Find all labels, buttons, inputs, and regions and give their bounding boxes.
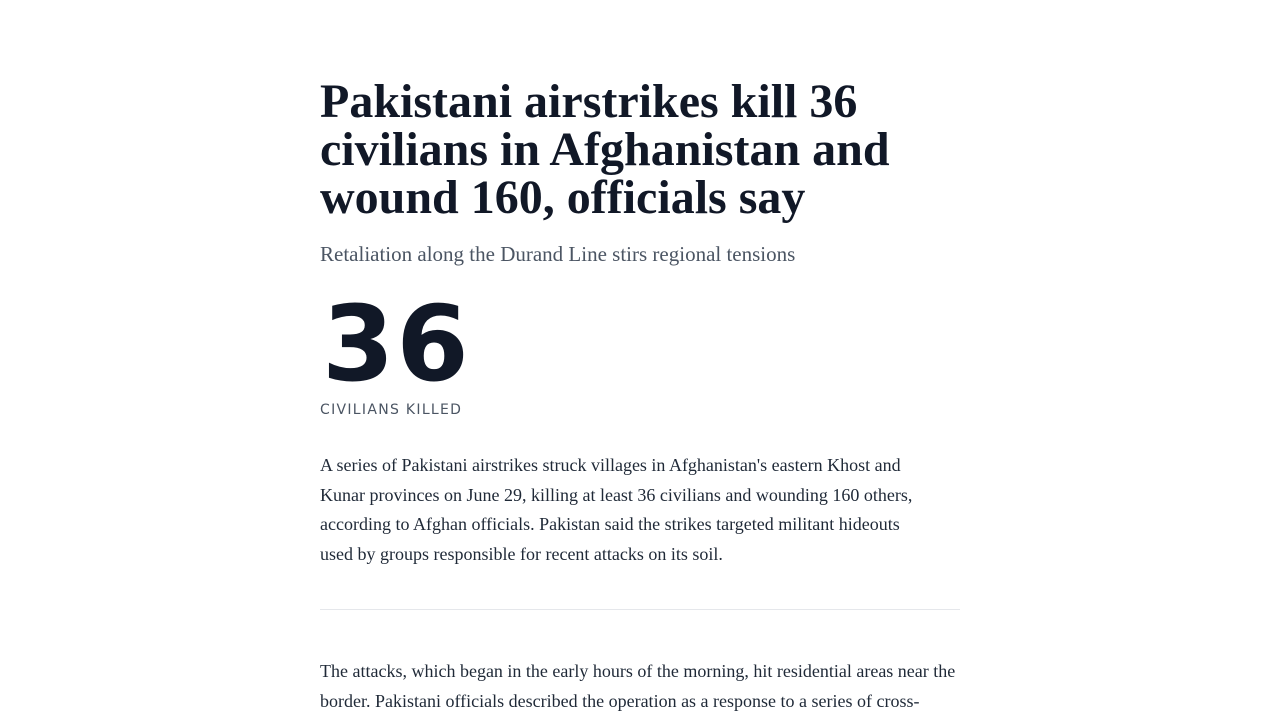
subheadline: Retaliation along the Durand Line stirs regional tensions [320, 242, 796, 266]
stat-label: CIVILIANS KILLED [320, 402, 463, 418]
body-paragraph: The attacks, which began in the early hours of the morning, hit residential areas near the border. Pakistani officials described the operation as a response to a series of cross- [320, 661, 956, 711]
lead-paragraph: A series of Pakistani airstrikes struck villages in Afghanistan's eastern Khost and Kunar provinces on June 29, killing at least 36 civilians and wounding 160 others, according to Afghan officials. Pakistan said the strikes targeted militant hideouts used by groups responsible for recent attacks on its soil. [320, 455, 913, 564]
stat-number: 36 [322, 283, 471, 405]
headline: Pakistani airstrikes kill 36 civilians in Afghanistan and wound 160, officials say [320, 75, 890, 224]
section-divider [320, 609, 960, 610]
